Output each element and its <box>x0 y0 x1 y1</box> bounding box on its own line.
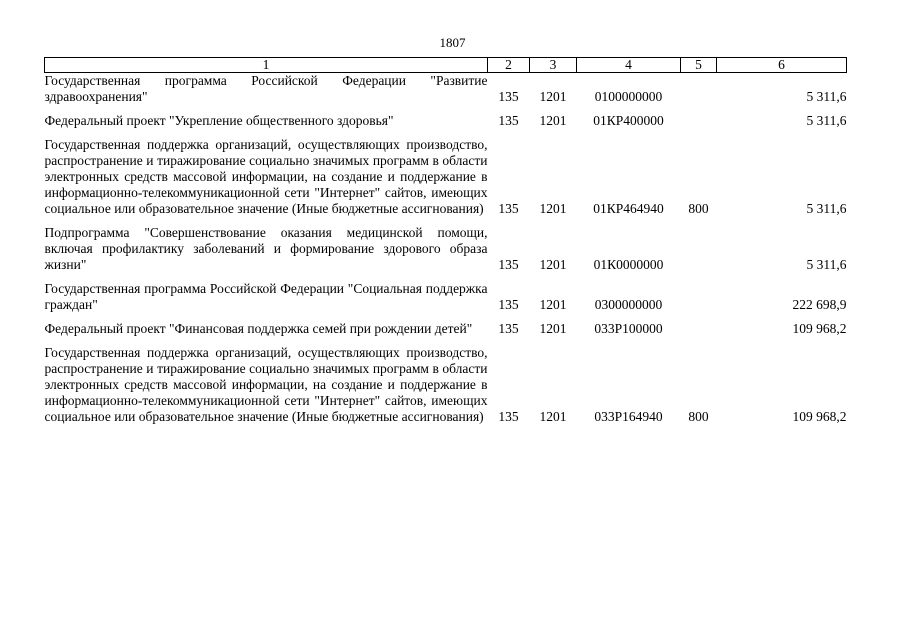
row-ministry: 135 <box>498 257 519 272</box>
row-name: Государственная программа Российской Федерации "Развитие здравоохранения" <box>44 73 488 104</box>
table-row <box>45 321 847 337</box>
table-row <box>45 345 847 425</box>
row-section: 1201 <box>539 409 567 424</box>
column-header-6: 6 <box>717 58 847 73</box>
row-name: Федеральный проект "Укрепление общественного здоровья" <box>44 113 394 128</box>
row-name: Государственная программа Российской Федерации "Социальная поддержка граждан" <box>44 281 488 312</box>
row-section: 1201 <box>539 321 567 336</box>
column-header-5: 5 <box>681 58 717 73</box>
row-target: 01К0000000 <box>593 257 664 272</box>
row-name: Государственная поддержка организаций, осуществляющих производство, распространение и тиражирование социально значимых программ в области электронных средств массовой информации, на создание и поддержание в информационно-телекоммуникационной сети "Интернет" сайтов, имеющих социальное или образовательное значение (Иные бюджетные ассигнования) <box>44 137 488 216</box>
row-ministry: 135 <box>498 321 519 336</box>
row-amount: 5 311,6 <box>806 257 847 272</box>
table-row <box>45 113 847 129</box>
row-ministry: 135 <box>498 409 519 424</box>
column-header-4: 4 <box>577 58 681 73</box>
row-expense-type <box>681 113 717 129</box>
row-expense-type <box>681 225 717 273</box>
row-target: 0300000000 <box>594 297 663 312</box>
row-target: 01КР464940 <box>593 201 664 216</box>
row-name: Подпрограмма "Совершенствование оказания медицинской помощи, включая профилактику заболеваний и формирование здорового образа жизни" <box>44 225 488 272</box>
row-ministry: 135 <box>498 201 519 216</box>
table-row <box>45 73 847 106</box>
row-section: 1201 <box>539 113 567 128</box>
row-section: 1201 <box>539 89 567 104</box>
row-amount: 5 311,6 <box>806 201 847 216</box>
row-amount: 5 311,6 <box>806 113 847 128</box>
row-expense-type <box>681 73 717 106</box>
row-expense-type: 800 <box>688 409 709 424</box>
row-name: Государственная поддержка организаций, осуществляющих производство, распространение и тиражирование социально значимых программ в области электронных средств массовой информации, на создание и поддержание в информационно-телекоммуникационной сети "Интернет" сайтов, имеющих социальное или образовательное значение (Иные бюджетные ассигнования) <box>44 345 488 424</box>
row-target: 01КР400000 <box>593 113 664 128</box>
row-expense-type <box>681 281 717 313</box>
table-row <box>45 137 847 217</box>
row-ministry: 135 <box>498 113 519 128</box>
row-section: 1201 <box>539 297 567 312</box>
column-header-3: 3 <box>530 58 577 73</box>
row-section: 1201 <box>539 201 567 216</box>
row-amount: 5 311,6 <box>806 89 847 104</box>
row-target: 033Р164940 <box>594 409 663 424</box>
row-amount: 222 698,9 <box>792 297 847 312</box>
row-expense-type: 800 <box>688 201 709 216</box>
column-header-1: 1 <box>45 58 488 73</box>
budget-table <box>44 57 847 425</box>
row-ministry: 135 <box>498 297 519 312</box>
page-number: 1807 <box>439 35 466 50</box>
row-ministry: 135 <box>498 89 519 104</box>
row-amount: 109 968,2 <box>792 321 847 336</box>
row-section: 1201 <box>539 257 567 272</box>
row-amount: 109 968,2 <box>792 409 847 424</box>
table-header-row <box>45 58 847 73</box>
table-row <box>45 281 847 313</box>
column-header-2: 2 <box>488 58 530 73</box>
row-target: 033Р100000 <box>594 321 663 336</box>
row-name: Федеральный проект "Финансовая поддержка семей при рождении детей" <box>44 321 473 336</box>
row-target: 0100000000 <box>594 89 663 104</box>
table-row <box>45 225 847 273</box>
row-expense-type <box>681 321 717 337</box>
